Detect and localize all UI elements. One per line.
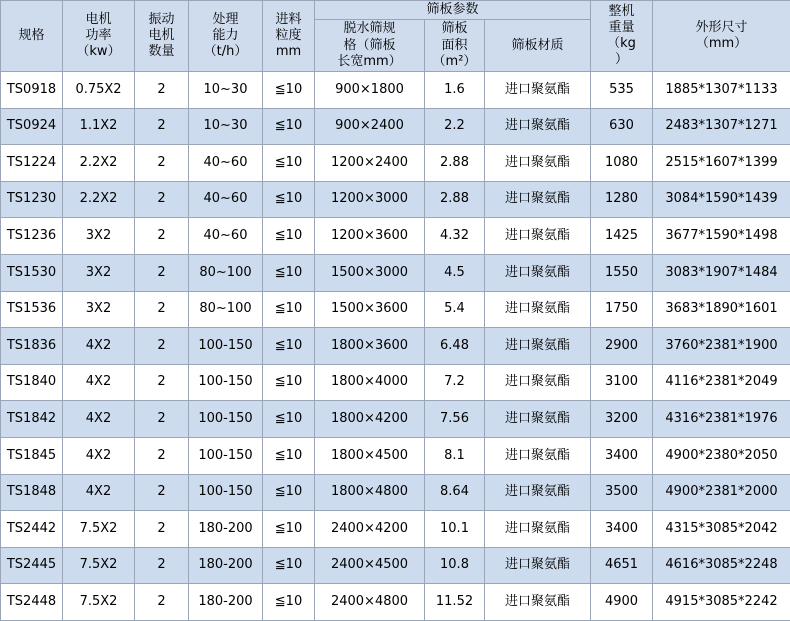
cell-model: TS2445 [1,547,63,584]
col-header-screen-area-line3: （m²） [432,53,477,69]
col-header-group-screen-params-label: 筛板参数 [426,2,479,17]
cell-dimensions: 4116*2381*2049 [653,364,790,401]
cell-dimensions: 3683*1890*1601 [653,291,790,328]
cell-screen-area: 7.2 [425,364,485,401]
cell-feed-size: ≦10 [263,401,315,438]
table-row [1,547,790,584]
cell-screen-material: 进口聚氨酯 [485,364,591,401]
cell-screen-material: 进口聚氨酯 [485,511,591,548]
cell-dimensions: 3083*1907*1484 [653,254,790,291]
cell-screen-material: 进口聚氨酯 [485,145,591,182]
cell-feed-size: ≦10 [263,291,315,328]
col-header-screen-spec-line1: 脱水筛规 [343,21,396,37]
cell-weight: 1080 [591,145,653,182]
cell-capacity: 10~30 [189,72,263,109]
cell-dimensions: 4900*2380*2050 [653,437,790,474]
table-row [1,584,790,621]
cell-screen-spec: 1800×3600 [315,328,425,365]
col-header-screen-area-line2: 面积 [441,37,468,53]
cell-weight: 4900 [591,584,653,621]
cell-screen-spec: 900×2400 [315,108,425,145]
col-header-motor-count [135,1,189,72]
cell-model: TS1848 [1,474,63,511]
col-header-capacity-line3: （t/h） [203,44,248,60]
cell-screen-area: 2.88 [425,145,485,182]
cell-motor-power: 1.1X2 [63,108,135,145]
table-row [1,218,790,255]
cell-motor-count: 2 [135,108,189,145]
cell-motor-count: 2 [135,254,189,291]
cell-weight: 1280 [591,181,653,218]
cell-dimensions: 4316*2381*1976 [653,401,790,438]
table-row [1,328,790,365]
cell-feed-size: ≦10 [263,584,315,621]
cell-weight: 630 [591,108,653,145]
cell-motor-count: 2 [135,401,189,438]
cell-weight: 3500 [591,474,653,511]
cell-screen-material: 进口聚氨酯 [485,72,591,109]
cell-weight: 4651 [591,547,653,584]
cell-capacity: 40~60 [189,218,263,255]
cell-motor-count: 2 [135,474,189,511]
cell-model: TS2442 [1,511,63,548]
cell-screen-area: 8.64 [425,474,485,511]
cell-weight: 535 [591,72,653,109]
cell-motor-power: 4X2 [63,364,135,401]
cell-weight: 1425 [591,218,653,255]
cell-motor-power: 3X2 [63,254,135,291]
cell-model: TS1236 [1,218,63,255]
cell-capacity: 80~100 [189,254,263,291]
cell-screen-area: 8.1 [425,437,485,474]
cell-screen-area: 6.48 [425,328,485,365]
cell-motor-count: 2 [135,145,189,182]
cell-screen-material: 进口聚氨酯 [485,547,591,584]
cell-model: TS1842 [1,401,63,438]
col-header-weight-line2: 重量 [608,19,635,35]
cell-screen-spec: 1500×3000 [315,254,425,291]
table-row [1,401,790,438]
header-row-top [1,1,790,20]
cell-feed-size: ≦10 [263,218,315,255]
col-header-motor-power-line3: （kw） [76,44,121,60]
col-header-screen-spec-line2: 格（筛板 [343,37,396,53]
cell-capacity: 180-200 [189,584,263,621]
cell-weight: 3200 [591,401,653,438]
cell-screen-spec: 1200×2400 [315,145,425,182]
cell-weight: 1550 [591,254,653,291]
cell-screen-material: 进口聚氨酯 [485,437,591,474]
cell-dimensions: 3084*1590*1439 [653,181,790,218]
cell-dimensions: 2483*1307*1271 [653,108,790,145]
cell-screen-spec: 1800×4500 [315,437,425,474]
cell-screen-material: 进口聚氨酯 [485,584,591,621]
cell-screen-area: 11.52 [425,584,485,621]
table-row [1,437,790,474]
cell-dimensions: 4616*3085*2248 [653,547,790,584]
cell-dimensions: 4915*3085*2242 [653,584,790,621]
cell-screen-area: 4.5 [425,254,485,291]
col-header-dimensions-line1: 外形尺寸 [695,19,748,35]
col-header-motor-power-line1: 电机 [85,11,112,27]
cell-capacity: 100-150 [189,328,263,365]
cell-screen-spec: 1500×3600 [315,291,425,328]
cell-screen-material: 进口聚氨酯 [485,474,591,511]
cell-weight: 2900 [591,328,653,365]
cell-motor-power: 3X2 [63,218,135,255]
table-row [1,108,790,145]
cell-motor-power: 7.5X2 [63,547,135,584]
cell-dimensions: 1885*1307*1133 [653,72,790,109]
cell-screen-area: 10.8 [425,547,485,584]
cell-capacity: 180-200 [189,547,263,584]
col-header-motor-count-line2: 电机 [148,27,175,43]
col-header-weight-line1: 整机 [608,3,635,19]
col-header-screen-material [485,20,591,72]
col-header-screen-area-line1: 筛板 [441,21,468,37]
col-header-group-screen-params [315,1,591,20]
table-row [1,474,790,511]
table-row [1,511,790,548]
cell-feed-size: ≦10 [263,474,315,511]
cell-dimensions: 2515*1607*1399 [653,145,790,182]
cell-screen-area: 5.4 [425,291,485,328]
col-header-screen-material-line1: 筛板材质 [511,37,564,53]
col-header-screen-spec-line3: 长宽mm） [337,53,402,69]
cell-motor-count: 2 [135,218,189,255]
col-header-weight [591,1,653,72]
col-header-feed-size-line3: mm [275,44,302,60]
cell-motor-count: 2 [135,584,189,621]
cell-motor-count: 2 [135,181,189,218]
cell-feed-size: ≦10 [263,254,315,291]
table-row [1,364,790,401]
cell-model: TS1230 [1,181,63,218]
col-header-motor-count-line1: 振动 [148,11,175,27]
cell-weight: 1750 [591,291,653,328]
cell-dimensions: 4315*3085*2042 [653,511,790,548]
col-header-dimensions [653,1,790,72]
table-row [1,145,790,182]
cell-feed-size: ≦10 [263,437,315,474]
cell-feed-size: ≦10 [263,364,315,401]
cell-model: TS1536 [1,291,63,328]
cell-screen-material: 进口聚氨酯 [485,401,591,438]
cell-model: TS1845 [1,437,63,474]
table-row [1,181,790,218]
col-header-motor-power-line2: 功率 [85,27,112,43]
cell-screen-area: 10.1 [425,511,485,548]
col-header-feed-size [263,1,315,72]
cell-screen-area: 7.56 [425,401,485,438]
col-header-weight-line4: ） [615,52,629,68]
cell-motor-count: 2 [135,364,189,401]
cell-capacity: 100-150 [189,364,263,401]
cell-capacity: 100-150 [189,474,263,511]
cell-screen-spec: 2400×4500 [315,547,425,584]
cell-motor-power: 2.2X2 [63,145,135,182]
cell-dimensions: 3677*1590*1498 [653,218,790,255]
cell-screen-area: 2.2 [425,108,485,145]
cell-model: TS0918 [1,72,63,109]
cell-screen-material: 进口聚氨酯 [485,181,591,218]
cell-screen-spec: 2400×4800 [315,584,425,621]
cell-feed-size: ≦10 [263,547,315,584]
cell-motor-power: 4X2 [63,437,135,474]
cell-model: TS1840 [1,364,63,401]
col-header-model-label: 规格 [18,27,45,43]
cell-feed-size: ≦10 [263,328,315,365]
cell-screen-material: 进口聚氨酯 [485,291,591,328]
cell-screen-spec: 2400×4200 [315,511,425,548]
col-header-capacity-line2: 能力 [212,27,239,43]
col-header-dimensions-line2: （mm） [695,36,748,51]
cell-screen-material: 进口聚氨酯 [485,218,591,255]
cell-screen-spec: 1200×3600 [315,218,425,255]
cell-motor-count: 2 [135,72,189,109]
cell-motor-power: 3X2 [63,291,135,328]
table-body [1,72,790,621]
col-header-capacity-line1: 处理 [212,11,239,27]
cell-motor-count: 2 [135,291,189,328]
cell-motor-power: 2.2X2 [63,181,135,218]
table-row [1,72,790,109]
cell-screen-material: 进口聚氨酯 [485,254,591,291]
cell-dimensions: 4900*2381*2000 [653,474,790,511]
cell-screen-area: 1.6 [425,72,485,109]
cell-motor-power: 0.75X2 [63,72,135,109]
cell-screen-material: 进口聚氨酯 [485,328,591,365]
cell-model: TS0924 [1,108,63,145]
col-header-feed-size-line2: 粒度 [275,27,302,43]
cell-capacity: 40~60 [189,145,263,182]
cell-motor-count: 2 [135,328,189,365]
col-header-motor-power [63,1,135,72]
cell-weight: 3100 [591,364,653,401]
cell-screen-material: 进口聚氨酯 [485,108,591,145]
cell-motor-power: 4X2 [63,474,135,511]
cell-screen-spec: 900×1800 [315,72,425,109]
col-header-screen-area [425,20,485,72]
cell-weight: 3400 [591,511,653,548]
col-header-feed-size-line1: 进料 [275,11,302,27]
cell-capacity: 100-150 [189,437,263,474]
cell-model: TS1224 [1,145,63,182]
cell-screen-spec: 1800×4200 [315,401,425,438]
cell-screen-spec: 1800×4000 [315,364,425,401]
cell-motor-power: 4X2 [63,328,135,365]
col-header-motor-count-line3: 数量 [148,44,175,60]
cell-feed-size: ≦10 [263,145,315,182]
cell-model: TS2448 [1,584,63,621]
cell-capacity: 100-150 [189,401,263,438]
cell-feed-size: ≦10 [263,181,315,218]
col-header-capacity [189,1,263,72]
cell-screen-spec: 1200×3000 [315,181,425,218]
cell-capacity: 40~60 [189,181,263,218]
cell-model: TS1530 [1,254,63,291]
cell-motor-power: 7.5X2 [63,511,135,548]
cell-capacity: 80~100 [189,291,263,328]
table-row [1,291,790,328]
col-header-weight-line3: （kg [607,36,636,51]
cell-capacity: 10~30 [189,108,263,145]
col-header-model [1,1,63,72]
cell-feed-size: ≦10 [263,511,315,548]
cell-motor-count: 2 [135,437,189,474]
cell-motor-power: 4X2 [63,401,135,438]
cell-model: TS1836 [1,328,63,365]
cell-feed-size: ≦10 [263,108,315,145]
table-row [1,254,790,291]
cell-weight: 3400 [591,437,653,474]
cell-dimensions: 3760*2381*1900 [653,328,790,365]
cell-screen-spec: 1800×4800 [315,474,425,511]
cell-screen-area: 2.88 [425,181,485,218]
col-header-screen-spec [315,20,425,72]
cell-capacity: 180-200 [189,511,263,548]
cell-motor-count: 2 [135,547,189,584]
table-header [1,1,790,72]
cell-motor-count: 2 [135,511,189,548]
cell-feed-size: ≦10 [263,72,315,109]
cell-screen-area: 4.32 [425,218,485,255]
cell-motor-power: 7.5X2 [63,584,135,621]
